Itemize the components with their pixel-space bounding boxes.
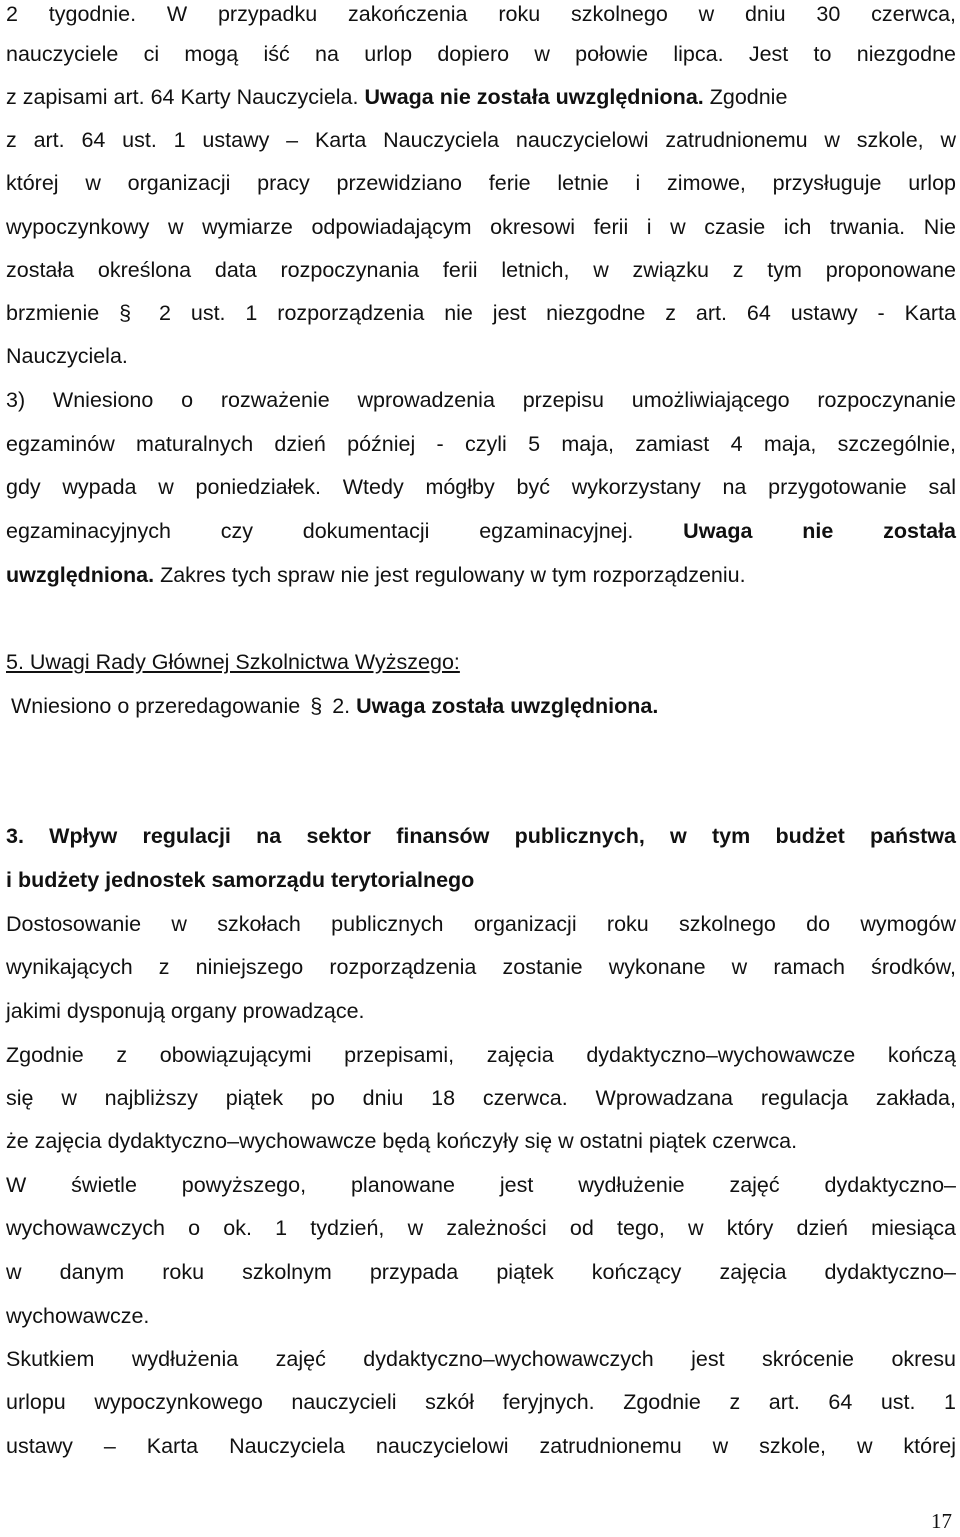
text-line: gdy wypada w poniedziałek. Wtedy mógłby być wykorzystany na przygotowanie sal <box>6 475 956 499</box>
section-heading: i budżety jednostek samorządu terytorialnego <box>6 868 475 892</box>
text-line: z art. 64 ust. 1 ustawy – Karta Nauczyciela nauczycielowi zatrudnionemu w szkole, w <box>6 128 956 152</box>
text-line: uwzględniona. Zakres tych spraw nie jest regulowany w tym rozporządzeniu. <box>6 563 746 587</box>
text-line: nauczyciele ci mogą iść na urlop dopiero w połowie lipca. Jest to niezgodne <box>6 42 956 66</box>
bold-note: Uwaga nie została uwzględniona. <box>364 85 704 109</box>
text-line: Zgodnie z obowiązującymi przepisami, zajęcia dydaktyczno–wychowawcze kończą <box>6 1043 956 1067</box>
text-line: wypoczynkowy w wymiarze odpowiadającym okresowi ferii i w czasie ich trwania. Nie <box>6 215 956 239</box>
text-line: jakimi dysponują organy prowadzące. <box>6 999 365 1023</box>
bold-note: uwzględniona. <box>6 563 155 587</box>
text-line: 2 tygodnie. W przypadku zakończenia roku szkolnego w dniu 30 czerwca, <box>6 2 956 26</box>
section-heading: 3. Wpływ regulacji na sektor finansów publicznych, w tym budżet państwa <box>6 824 956 848</box>
page-number: 17 <box>931 1509 952 1533</box>
text-line: się w najbliższy piątek po dniu 18 czerwca. Wprowadzana regulacja zakłada, <box>6 1086 956 1110</box>
bold-note: Uwaga nie została <box>683 519 956 543</box>
section-sign: § <box>310 694 323 718</box>
text-line: Wniesiono o przeredagowanie § 2. Uwaga została uwzględniona. <box>11 694 659 718</box>
bold-note: Uwaga została uwzględniona. <box>356 694 659 718</box>
section-heading: 5. Uwagi Rady Głównej Szkolnictwa Wyższego: <box>6 650 460 674</box>
text-line: egzaminów maturalnych dzień później - czyli 5 maja, zamiast 4 maja, szczególnie, <box>6 432 956 456</box>
text-line: została określona data rozpoczynania ferii letnich, w związku z tym proponowane <box>6 258 956 282</box>
text-line: z zapisami art. 64 Karty Nauczyciela. Uwaga nie została uwzględniona. Zgodnie <box>6 85 788 109</box>
text-line: urlopu wypoczynkowego nauczycieli szkół feryjnych. Zgodnie z art. 64 ust. 1 <box>6 1390 956 1414</box>
text-line: ustawy – Karta Nauczyciela nauczycielowi zatrudnionemu w szkole, w której <box>6 1434 956 1458</box>
text-line: że zajęcia dydaktyczno–wychowawcze będą kończyły się w ostatni piątek czerwca. <box>6 1129 798 1153</box>
text-line: wychowawcze. <box>6 1304 150 1328</box>
text-line: w danym roku szkolnym przypada piątek kończący zajęcia dydaktyczno– <box>6 1260 956 1284</box>
text-line: egzaminacyjnych czy dokumentacji egzaminacyjnej. Uwaga nie została <box>6 519 956 543</box>
section-sign: § <box>119 301 132 325</box>
text-line: Nauczyciela. <box>6 344 128 368</box>
text-line: której w organizacji pracy przewidziano ferie letnie i zimowe, przysługuje urlop <box>6 171 956 195</box>
text-line: Dostosowanie w szkołach publicznych organizacji roku szkolnego do wymogów <box>6 912 956 936</box>
text-line: wychowawczych o ok. 1 tydzień, w zależności od tego, w który dzień miesiąca <box>6 1216 956 1240</box>
text-line: Skutkiem wydłużenia zajęć dydaktyczno–wychowawczych jest skrócenie okresu <box>6 1347 956 1371</box>
text-line: 3) Wniesiono o rozważenie wprowadzenia przepisu umożliwiającego rozpoczynanie <box>6 388 956 412</box>
text-line: brzmienie § 2 ust. 1 rozporządzenia nie jest niezgodne z art. 64 ustawy - Karta <box>6 301 956 325</box>
text-line: wynikających z niniejszego rozporządzenia zostanie wykonane w ramach środków, <box>6 955 956 979</box>
text-line: W świetle powyższego, planowane jest wydłużenie zajęć dydaktyczno– <box>6 1173 956 1197</box>
